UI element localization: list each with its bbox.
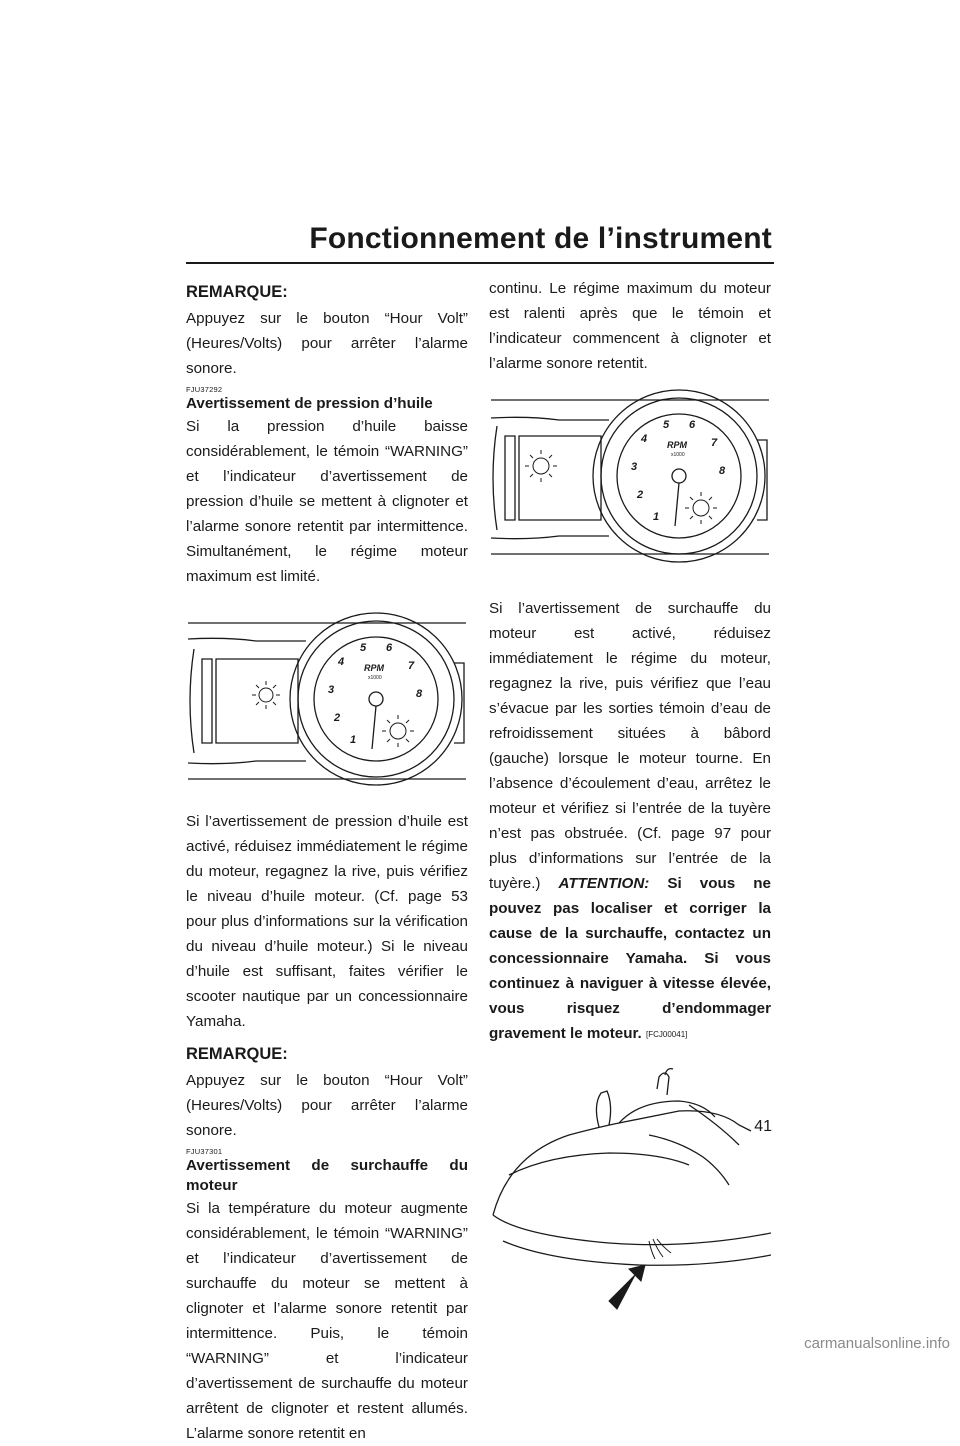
water-outlet-icon (649, 1239, 671, 1259)
warning-lamp-icon (685, 492, 717, 524)
remarque-text-2: Appuyez sur le bouton “Hour Volt” (Heures/Volts) pour arrêter l’alarme sonore. (186, 1072, 468, 1139)
warning-lamp-icon (382, 715, 414, 747)
gauge-needle-hub (672, 469, 686, 483)
gauge-tick: 2 (334, 712, 341, 724)
gauge-tick: 3 (631, 461, 638, 473)
oil-warning-gauge-illustration (186, 603, 468, 793)
gauge-tick: 7 (711, 437, 718, 449)
page-title: Fonctionnement de l’instrument (309, 222, 772, 255)
gauge-multiplier: x1000 (671, 452, 685, 458)
overheat-paragraph-continued: continu. Le régime maximum du moteur est ralenti après que le témoin et l’indicateur commencent à clignoter et l’alarme sonore retentit. (489, 280, 771, 372)
gauge-tick: 3 (328, 684, 335, 696)
gauge-needle (675, 483, 679, 526)
gauge-tick: 5 (360, 642, 367, 654)
gauge-tick: 6 (386, 642, 393, 654)
header-rule (186, 262, 774, 264)
attention-text: Si vous ne pouvez pas localiser et corriger la cause de la surchauffe, contactez un concessionnaire Yamaha. Si vous continuez à naviguer à vitesse élevée, vous risquez d’endommager gravement le moteur. (489, 875, 771, 1042)
section-code: FJU37292 (186, 385, 223, 394)
oil-pressure-paragraph-2: Si l’avertissement de pression d’huile est activé, réduisez immédiatement le régime du moteur, regagnez la rive, puis vérifiez le niveau d’huile moteur. (Cf. page 53 pour plus d’informations sur la vérification du niveau d’huile moteur.) Si le niveau d’huile est suffisant, faites vérifier le scooter nautique par un concessionnaire Yamaha. (186, 813, 468, 1030)
gauge-needle (372, 706, 376, 749)
engine-overheat-icon (525, 450, 557, 482)
gauge-needle-hub (369, 692, 383, 706)
gauge-tick: 8 (416, 688, 423, 700)
remarque-heading-2: REMARQUE: (186, 1045, 288, 1063)
overheat-paragraph-2 (489, 596, 771, 1047)
gauge-unit: RPM (667, 440, 687, 450)
gauge-tick: 2 (637, 489, 644, 501)
right-column (489, 276, 771, 1315)
oil-pressure-heading: Avertissement de pression d’huile (186, 395, 433, 412)
arrow-icon (609, 1265, 645, 1309)
watermark: carmanualsonline.info (804, 1335, 950, 1352)
overheat-heading: Avertissement de surchauffe du moteur (186, 1157, 468, 1194)
gauge-multiplier: x1000 (368, 675, 382, 681)
oil-warning-icon (252, 681, 280, 709)
watercraft-cooling-outlet-illustration (489, 1065, 771, 1315)
gauge-tick: 1 (350, 734, 357, 746)
gauge-tick: 8 (719, 465, 726, 477)
gauge-tick: 1 (653, 511, 660, 523)
oil-pressure-paragraph: Si la pression d’huile baisse considérablement, le témoin “WARNING” et l’indicateur d’avertissement de pression d’huile se mettent à clignoter et l’alarme sonore retentit par intermittence. Simultanément, le régime moteur maximum est limité. (186, 418, 468, 585)
overheat-paragraph: Si la température du moteur augmente considérablement, le témoin “WARNING” et l’indicateur d’avertissement de surchauffe du moteur se mettent à clignoter et l’alarme sonore retentit par intermittence. Puis, le témoin “WARNING” et l’indicateur d’avertissement de surchauffe du moteur arrêtent de clignoter et restent allumés. L’alarme sonore retentit en (186, 1200, 468, 1442)
remarque-heading: REMARQUE: (186, 283, 288, 301)
gauge-unit: RPM (364, 663, 384, 673)
gauge-tick: 5 (663, 419, 670, 431)
overheat-instructions: Si l’avertissement de surchauffe du moteur est activé, réduisez immédiatement le régime du moteur, regagnez la rive, puis vérifiez que l’eau s’évacue par les sorties témoin d’eau de refroidissement situées à bâbord (gauche) lorsque le moteur tourne. En l’absence d’écoulement d’eau, arrêtez le moteur et vérifiez si l’entrée de la tuyère n’est pas obstruée. (Cf. page 97 pour plus d’informations sur l’entrée de la tuyère.) (489, 600, 771, 892)
gauge-tick: 6 (689, 419, 696, 431)
remarque-text: Appuyez sur le bouton “Hour Volt” (Heures/Volts) pour arrêter l’alarme sonore. (186, 310, 468, 377)
attention-label: ATTENTION: (558, 875, 650, 892)
page-number: 41 (754, 1118, 772, 1135)
section-code-2: FJU37301 (186, 1147, 223, 1156)
overheat-warning-gauge-illustration (489, 388, 771, 578)
gauge-tick: 4 (641, 433, 648, 445)
left-column (186, 276, 468, 1446)
gauge-tick: 7 (408, 660, 415, 672)
attention-code: [FCJ00041] (646, 1030, 688, 1039)
gauge-tick: 4 (338, 656, 345, 668)
